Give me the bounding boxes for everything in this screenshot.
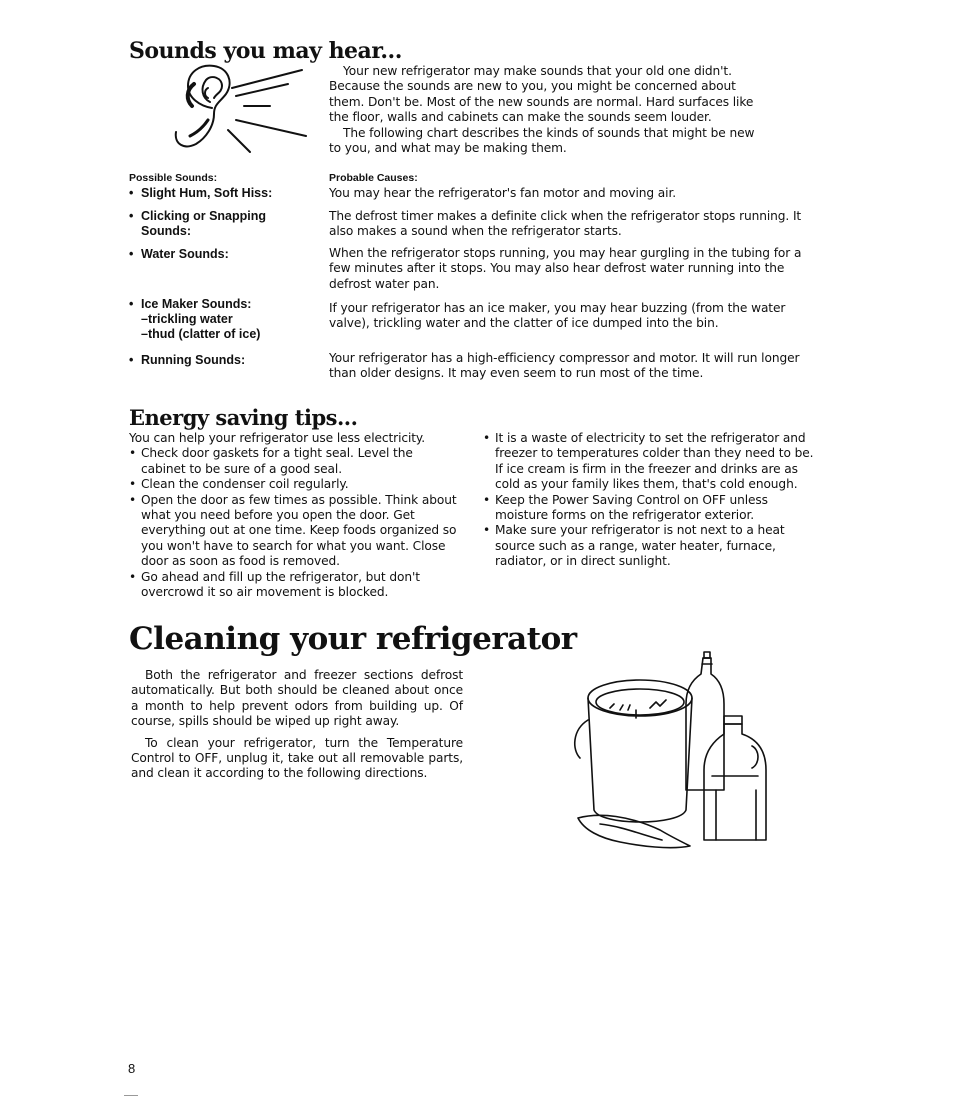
list-item: • Make sure your refrigerator is not next to a heat source such as a range, water heater, furnace, radiator, or in direct sunlight. (483, 523, 815, 569)
probable-causes-header: Probable Causes: (329, 172, 418, 184)
sounds-heading: Sounds you may hear... (129, 38, 402, 64)
cleaning-para-1: Both the refrigerator and freezer sections defrost automatically. But both should be cleaned about once a month to help prevent odors from building up. Of course, spills should be wiped up right away. (131, 668, 463, 729)
sound-row-5-cause: Your refrigerator has a high-efficiency compressor and motor. It will run longer than older designs. It may even seem to run most of the time. (329, 351, 800, 381)
list-item: • Check door gaskets for a tight seal. Level the cabinet to be sure of a good seal. (129, 446, 461, 477)
energy-right-column (483, 431, 815, 570)
ice-maker-sub-2: –thud (clatter of ice) (141, 327, 261, 341)
sound-row-4-cause: If your refrigerator has an ice maker, you may hear buzzing (from the water valve), trickling water and the clatter of ice dumped into the bin. (329, 301, 786, 331)
cleaning-para-2: To clean your refrigerator, turn the Temperature Control to OFF, unplug it, take out all removable parts, and clean it according to the following directions. (131, 735, 463, 781)
list-item: • Running Sounds: (129, 353, 319, 368)
cleaning-text (131, 668, 463, 782)
sound-row-2-label (129, 209, 309, 239)
possible-sounds-header: Possible Sounds: (129, 172, 218, 184)
list-item: • Slight Hum, Soft Hiss: (129, 186, 319, 201)
sounds-intro-para-2: The following chart describes the kinds of sounds that might be new to you, and what may be making them. (329, 125, 755, 156)
energy-left-column (129, 431, 461, 600)
ice-maker-sub-1: –trickling water (141, 312, 233, 326)
sound-row-5-label (129, 353, 319, 368)
list-item: • Clicking or Snapping Sounds: (129, 209, 309, 239)
list-item: • Keep the Power Saving Control on OFF unless moisture forms on the refrigerator exterior. (483, 493, 815, 524)
cleaning-heading: Cleaning your refrigerator (129, 621, 577, 657)
list-item: • Open the door as few times as possible. Think about what you need before you open the door. Get everything out at one time. Keep foods organized so you won't have to search for what you want. Close door as soon as food is removed. (129, 493, 461, 570)
sound-row-4-label (129, 297, 319, 342)
sound-row-3-cause: When the refrigerator stops running, you may hear gurgling in the tubing for a few minutes after it stops. You may also hear defrost water running into the defrost water pan. (329, 246, 802, 291)
ice-maker-label: • Ice Maker Sounds: (141, 297, 252, 311)
list-item: • Go ahead and fill up the refrigerator, but don't overcrowd it so air movement is blocked. (129, 570, 461, 601)
list-item: • Clean the condenser coil regularly. (129, 477, 461, 492)
sound-row-3-label (129, 247, 319, 262)
sound-row-1-cause: You may hear the refrigerator's fan motor and moving air. (329, 186, 677, 200)
list-item: • Water Sounds: (129, 247, 319, 262)
page-number: 8 (128, 1061, 136, 1076)
sound-row-1-label (129, 186, 319, 201)
sounds-intro (329, 64, 769, 156)
sounds-intro-para-1: Your new refrigerator may make sounds that your old one didn't. Because the sounds are new to you, you might be concerned about them. Don't be. Most of the new sounds are normal. Hard surfaces like the floor, walls and cabinets can make the sounds seem louder. (329, 64, 754, 125)
ear-sound-icon (170, 60, 320, 160)
footer-rule (124, 1095, 138, 1096)
list-item: • It is a waste of electricity to set the refrigerator and freezer to temperatures colder than they need to be. If ice cream is firm in the freezer and drinks are as cold as your family likes them, that's cold enough. (483, 431, 815, 493)
cleaning-supplies-illustration (570, 650, 780, 865)
energy-heading: Energy saving tips... (129, 405, 358, 430)
energy-intro: You can help your refrigerator use less electricity. (129, 431, 426, 445)
list-item (129, 297, 319, 342)
sound-row-2-cause: The defrost timer makes a definite click when the refrigerator stops running. It also makes a sound when the refrigerator starts. (329, 209, 802, 239)
